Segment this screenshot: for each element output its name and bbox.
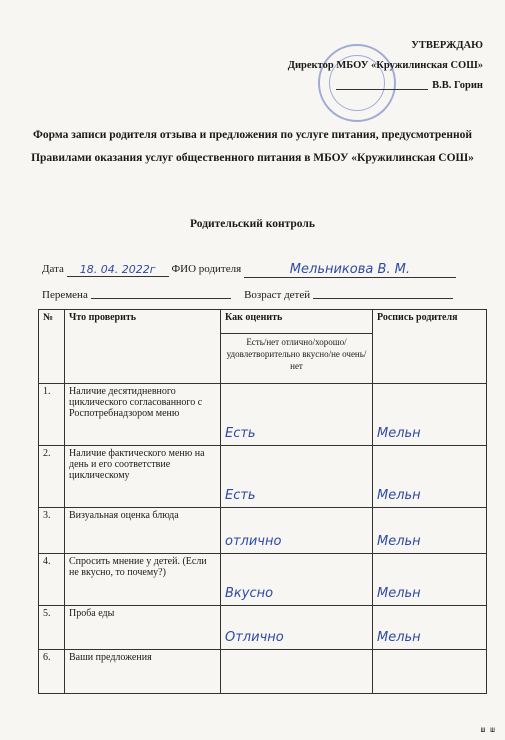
header-how: Как оценить (221, 310, 373, 334)
date-label: Дата (42, 263, 64, 275)
row-what: Наличие фактического меню на день и его соответствие циклическому (65, 446, 221, 508)
row-what: Проба еды (65, 606, 221, 650)
break-value (91, 298, 231, 299)
form-title: Форма записи родителя отзыва и предложения по услуге питания, предусмотренной Правилами оказания услуг общественного питания в МБОУ «Кружилинская СОШ» (31, 129, 474, 164)
header-sign: Роспись родителя (373, 310, 487, 384)
parent-control-table (38, 309, 487, 694)
row-num: 6. (39, 650, 65, 694)
row-signature: Мельн (373, 554, 487, 606)
header-what: Что проверить (65, 310, 221, 384)
break-age-line (42, 289, 453, 301)
approval-name: В.В. Горин (432, 80, 483, 91)
table-row (39, 606, 487, 650)
row-signature: Мельн (373, 508, 487, 554)
signature-line (336, 89, 428, 90)
corner-mark: ш ш (480, 725, 495, 734)
row-signature: Мельн (373, 446, 487, 508)
form-subtitle: Родительский контроль (190, 218, 315, 230)
header-how-criteria: Есть/нет отлично/хорошо/удовлетворительно вкусно/не очень/нет (221, 334, 373, 384)
row-num: 5. (39, 606, 65, 650)
table-row (39, 554, 487, 606)
row-answer (221, 650, 373, 694)
approval-position: Директор МБОУ «Кружилинская СОШ» (287, 60, 483, 71)
row-num: 2. (39, 446, 65, 508)
row-what: Ваши предложения (65, 650, 221, 694)
row-signature: Мельн (373, 606, 487, 650)
row-answer: отлично (221, 508, 373, 554)
table-row (39, 384, 487, 446)
row-signature (373, 650, 487, 694)
row-num: 4. (39, 554, 65, 606)
row-what: Спросить мнение у детей. (Если не вкусно, то почему?) (65, 554, 221, 606)
table-row (39, 650, 487, 694)
approval-signature-line (288, 76, 483, 96)
approval-block (288, 36, 483, 96)
row-num: 3. (39, 508, 65, 554)
row-answer: Есть (221, 446, 373, 508)
row-num: 1. (39, 384, 65, 446)
header-num: № (39, 310, 65, 384)
row-answer: Отлично (221, 606, 373, 650)
row-signature: Мельн (373, 384, 487, 446)
table-row (39, 508, 487, 554)
break-label: Перемена (42, 289, 88, 301)
parent-name-value: Мельникова В. М. (244, 262, 456, 278)
age-label: Возраст детей (244, 289, 311, 301)
age-value (313, 298, 453, 299)
row-answer: Есть (221, 384, 373, 446)
date-value: 18. 04. 2022г (67, 263, 169, 277)
approval-title: УТВЕРЖДАЮ (411, 40, 483, 51)
row-answer: Вкусно (221, 554, 373, 606)
row-what: Визуальная оценка блюда (65, 508, 221, 554)
table-row (39, 446, 487, 508)
row-what: Наличие десятидневного циклического согласованного с Роспотребнадзором меню (65, 384, 221, 446)
table-header-row (39, 310, 487, 334)
parent-label: ФИО родителя (171, 263, 242, 275)
date-parent-line (42, 262, 456, 278)
